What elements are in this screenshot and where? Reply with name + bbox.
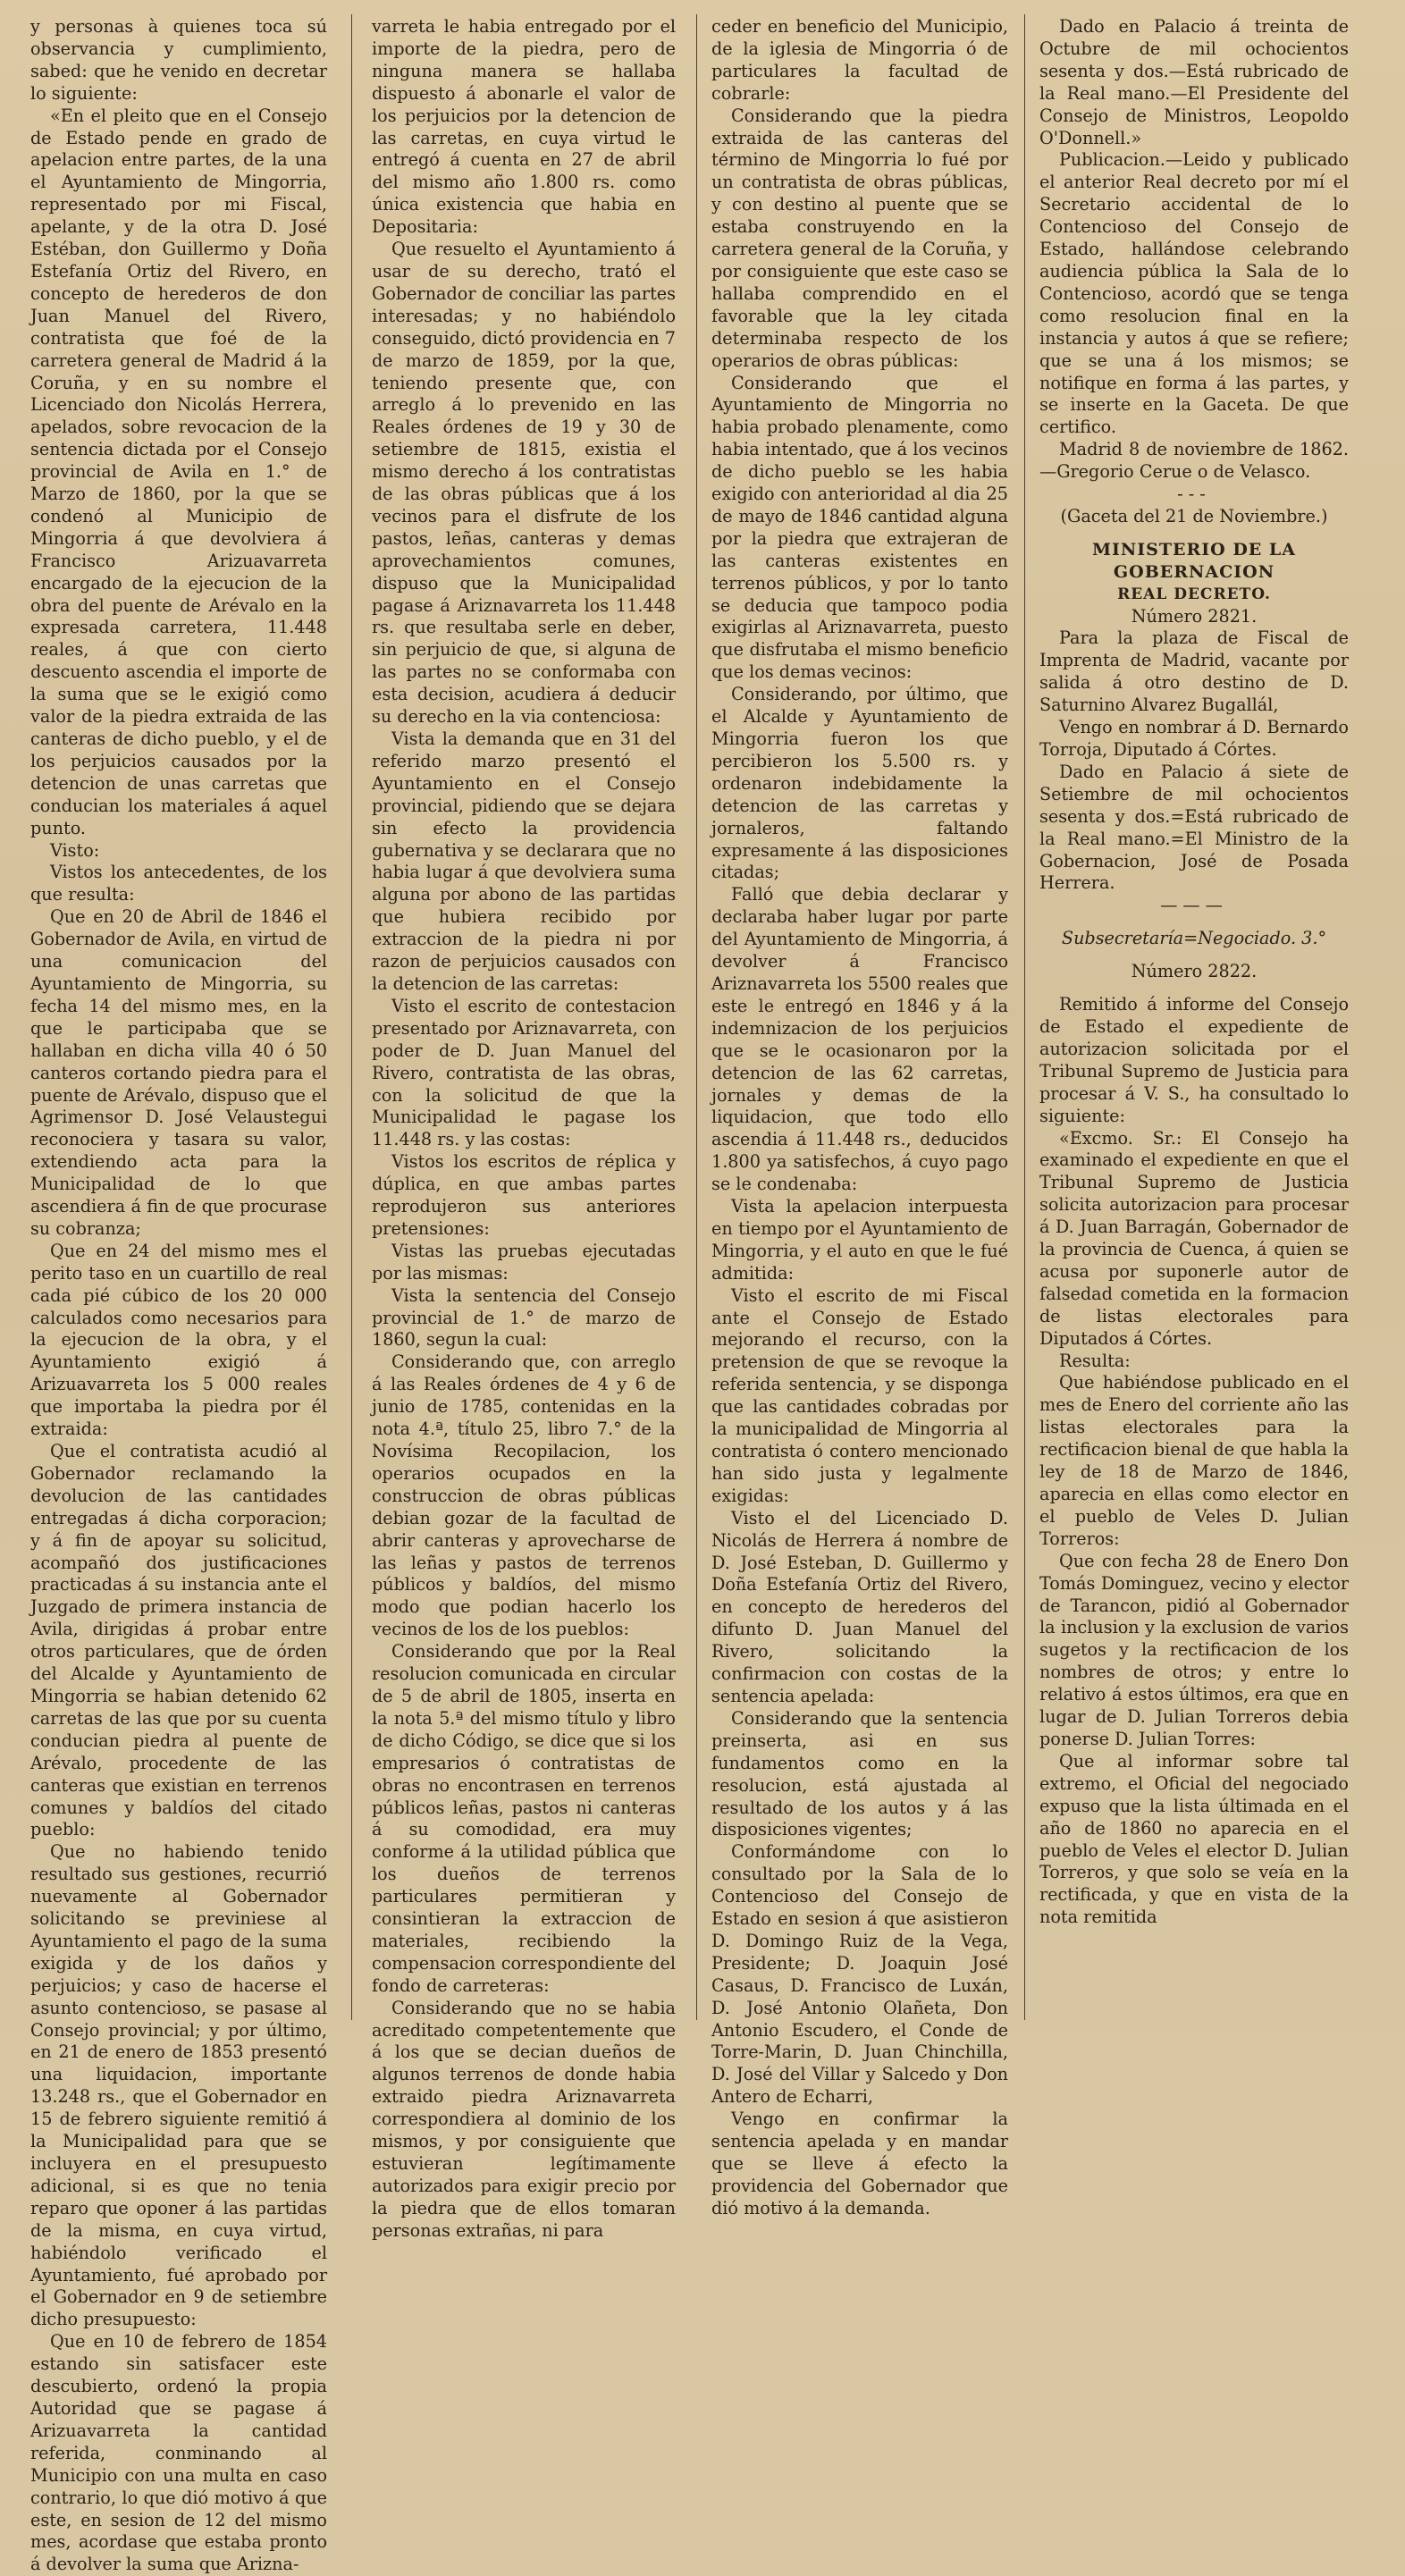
paragraph: Resulta:: [1059, 1350, 1131, 1371]
paragraph: Publicacion.—Leido y publicado el anterior Real decreto por mí el Secretario accidental de lo Contencioso del Consejo de Estado, hallándose celebrando audiencia pública la Sala de lo Contencioso, acordó que se tenga como resolucion final en la instancia y autos á que se refiere; que se una á los mismos; se notifique en forma á las partes, y se inserte en la Gaceta. De que certifico.: [1039, 149, 1349, 438]
separator: ———: [1160, 895, 1228, 916]
separator: ---: [1177, 484, 1211, 505]
paragraph: Visto el del Licenciado D. Nicolás de Herrera á nombre de D. José Esteban, D. Guillermo y Doña Estefanía Ortiz del Rivero, en concepto de herederos del difunto D. Juan Manuel del Rivero, solicitando la confirmacion con costas de la sentencia apelada:: [711, 1507, 1008, 1706]
paragraph: Que habiéndose publicado en el mes de Enero del corriente año las listas electorales para la rectificacion bienal de que habla la ley de 18 de Marzo de 1846, aparecia en ellas como elector en el pueblo de Veles D. Julian Torreros:: [1039, 1372, 1349, 1549]
paragraph: Madrid 8 de noviembre de 1862. —Gregorio Cerue o de Velasco.: [1039, 439, 1349, 483]
paragraph: Vistas las pruebas ejecutadas por las mismas:: [372, 1240, 676, 1284]
paragraph: Vista la apelacion interpuesta en tiempo por el Ayuntamiento de Mingorria, y el auto en que le fué admitida:: [711, 1196, 1008, 1284]
paragraph: Vistos los escritos de réplica y dúplica, en que ambas partes reprodujeron sus anteriores pretensiones:: [372, 1151, 676, 1239]
paragraph: Considerando, por último, que el Alcalde y Ayuntamiento de Mingorria fueron los que percibieron los 5.500 rs. y ordenaron indebidamente la detencion de las carretas y jornaleros, faltando expresamente á las disposiciones citadas;: [711, 684, 1008, 883]
paragraph: Visto el escrito de mi Fiscal ante el Consejo de Estado mejorando el recurso, con la pretension de que se revoque la referida sentencia, y se disponga que las cantidades cobradas por la municipalidad de Mingorria al contratista ó contero mencionado han sido justa y legalmente exigidas:: [711, 1284, 1008, 1506]
paragraph: varreta le habia entregado por el importe de la piedra, pero de ninguna manera se hallaba dispuesto á abonarle el valor de los perjuicios por la detencion de las carretas, en cuya virtud le entregó á cuenta en 27 de abril del mismo año 1.800 rs. como única existencia que habia en Depositaria:: [372, 16, 676, 238]
paragraph: ceder en beneficio del Municipio, de la iglesia de Mingorria ó de particulares la facultad de cobrarle:: [711, 16, 1008, 104]
paragraph: Considerando que el Ayuntamiento de Mingorria no habia probado plenamente, como habia intentado, que á los vecinos de dicho pueblo se les habia exigido con anterioridad al dia 25 de mayo de 1846 cantidad alguna por la piedra que extrajeran de las canteras existentes en terrenos públicos, y por lo tanto se deducia que tampoco podia exigirlas al Ariznavarreta, puesto que disfrutaba el mismo beneficio que los demas vecinos:: [711, 372, 1008, 683]
paragraph: «Excmo. Sr.: El Consejo ha examinado el expediente en que el Tribunal Supremo de Justicia solicita autorizacion para procesar á D. Juan Barragán, Gobernador de la provincia de Cuenca, á quien se acusa por suponerle autor de falsedad cometida en la formacion de listas electorales para Diputados á Córtes.: [1039, 1127, 1349, 1349]
paragraph: Considerando que la piedra extraida de las canteras del término de Mingorria lo fué por un contratista de obras públicas, y con destino al puente que se estaba construyendo en la carretera general de la Coruña, y por consiguiente que este caso se hallaba comprendido en el favorable que la ley citada determinaba respecto de los operarios de obras públicas:: [711, 105, 1008, 371]
paragraph: Vistos los antecedentes, de los que resulta:: [30, 862, 327, 905]
decree-number: Número 2822.: [1131, 961, 1258, 982]
paragraph: Vengo en confirmar la sentencia apelada y en mandar que se lleve á efecto la providencia del Gobernador que dió motivo á la demanda.: [711, 2109, 1008, 2218]
column-4: [1039, 16, 1349, 2018]
paragraph: Conformándome con lo consultado por la Sala de lo Contencioso del Consejo de Estado en sesion á que asistieron D. Domingo Ruiz de la Vega, Presidente; D. Joaquin José Casaus, D. Francisco de Luxán, D. José Antonio Olañeta, Don Antonio Escudero, el Conde de Torre-Marin, D. Juan Chinchilla, D. José del Villar y Salcedo y Don Antero de Echarri,: [711, 1841, 1008, 2108]
paragraph: Considerando que por la Real resolucion comunicada en circular de 5 de abril de 1805, inserta en la nota 5.ª del mismo título y libro de dicho Código, se dice que si los empresarios ó contratistas de obras no encontrasen en terrenos públicos leñas, pastos ni canteras á su comodidad, era muy conforme á la utilidad pública que los dueños de terrenos particulares permitieran y consintieran la extraccion de materiales, recibiendo la compensacion correspondiente del fondo de carreteras:: [372, 1641, 676, 1996]
paragraph: Dado en Palacio á siete de Setiembre de mil ochocientos sesenta y dos.=Está rubricado de la Real mano.=El Ministro de la Gobernacion, José de Posada Herrera.: [1039, 761, 1349, 894]
paragraph: Considerando que no se habia acreditado competentemente que á los que se decian dueños de algunos terrenos de donde habia extraido piedra Ariznavarreta correspondiera al dominio de los mismos, y por consiguiente que estuvieran legítimamente autorizados para exigir precio por la piedra que de ellos tomaran personas extrañas, ni para: [372, 1997, 676, 2241]
paragraph: Visto el escrito de contestacion presentado por Ariznavarreta, con poder de D. Juan Manuel del Rivero, contratista de las obras, con la solicitud de que la Municipalidad le pagase los 11.448 rs. y las costas:: [372, 995, 676, 1150]
paragraph: Falló que debia declarar y declaraba haber lugar por parte del Ayuntamiento de Mingorria, á devolver á Francisco Ariznavarreta los 5500 reales que este le entregó en 1846 y á la indemnizacion de los perjuicios que se le ocasionaron por la detencion de las 62 carretas, jornales y demas de la liquidacion, que todo ello ascendia á 11.448 rs., deducidos 1.800 ya satisfechos, á cuyo pago se le condenaba:: [711, 884, 1008, 1195]
column-rule: [696, 14, 697, 2020]
column-rule: [1024, 14, 1025, 2020]
paragraph: Dado en Palacio á treinta de Octubre de mil ochocientos sesenta y dos.—Está rubricado de la Real mano.—El Presidente del Consejo de Ministros, Leopoldo O'Donnell.»: [1039, 16, 1349, 148]
paragraph: Vista la demanda que en 31 del referido marzo presentó el Ayuntamiento en el Consejo provincial, pidiendo que se dejara sin efecto la providencia gubernativa y se declarara que no habia lugar á que devolviera suma alguna por abono de las partidas que hubiera recibido por extraccion de la piedra ni por razon de perjuicios causados con la detencion de las carretas:: [372, 728, 676, 994]
paragraph: Remitido á informe del Consejo de Estado el expediente de autorizacion solicitada por el Tribunal Supremo de Justicia para procesar á V. S., ha consultado lo siguiente:: [1039, 994, 1349, 1126]
subsecretaria-heading: Subsecretaría=Negociado. 3.°: [1061, 928, 1327, 949]
column-1: [30, 16, 327, 2575]
paragraph: Vengo en nombrar á D. Bernardo Torroja, Diputado á Córtes.: [1039, 717, 1349, 760]
paragraph: Vista la sentencia del Consejo provincial de 1.° de marzo de 1860, segun la cual:: [372, 1284, 676, 1351]
paragraph: Visto:: [50, 839, 100, 861]
paragraph: Que al informar sobre tal extremo, el Oficial del negociado expuso que la lista últimada en el año de 1860 no aparecia en el pueblo de Veles el elector D. Julian Torreros, y que solo se veía en la rectificada, y que en vista de la nota remitida: [1039, 1750, 1349, 1928]
decree-number: Número 2821.: [1131, 605, 1258, 627]
paragraph: «En el pleito que en el Consejo de Estado pende en grado de apelacion entre partes, de la una el Ayuntamiento de Mingorria, representado por mi Fiscal, apelante, y de la otra D. José Estéban, don Guillermo y Doña Estefanía Ortiz del Rivero, en concepto de herederos de don Juan Manuel del Rivero, contratista que foé de la carretera general de Madrid á la Coruña, y en su nombre el Licenciado don Nicolás Herrera, apelados, sobre revocacion de la sentencia dictada por el Consejo provincial de Avila en 1.° de Marzo de 1860, por la que se condenó al Municipio de Mingorria á que devolviera á Francisco Arizuavarreta encargado de la ejecucion de la obra del puente de Arévalo en la expresada carretera, 11.448 reales, á que con cierto descuento ascendia el importe de la suma que se le exigió como valor de la piedra extraida de las canteras de dicho pueblo, y el de los perjuicios causados por la detencion de unas carretas que conducian los materiales á aquel punto.: [30, 105, 327, 838]
paragraph: Para la plaza de Fiscal de Imprenta de Madrid, vacante por salida á otro destino de D. Saturnino Alvarez Bugallál,: [1039, 627, 1349, 716]
paragraph: Que con fecha 28 de Enero Don Tomás Dominguez, vecino y elector de Tarancon, pidió al Gobernador la inclusion y la exclusion de varios sugetos y la rectificacion de los nombres de otros; y entre lo relativo á estos últimos, era que en lugar de D. Julian Torreros debia ponerse D. Julian Torres:: [1039, 1550, 1349, 1749]
paragraph: Considerando que, con arreglo á las Reales órdenes de 4 y 6 de junio de 1785, contenidas en la nota 4.ª, título 25, libro 7.° de la Novísima Recopilacion, los operarios ocupados en la construccion de obras públicas debian gozar de la facultad de abrir canteras y aprovecharse de las leñas y pastos de terrenos públicos y baldíos, del mismo modo que podian hacerlo los vecinos de los de los pueblos:: [372, 1351, 676, 1640]
paragraph: Que resuelto el Ayuntamiento á usar de su derecho, trató el Gobernador de conciliar las partes interesadas; y no habiéndolo conseguido, dictó providencia en 7 de marzo de 1859, por la que, teniendo presente que, con arreglo á lo prevenido en las Reales órdenes de 19 y 30 de setiembre de 1815, existia el mismo derecho á los contratistas de las obras públicas que á los vecinos para el disfrute de los pastos, leñas, canteras y demas aprovechamientos comunes, dispuso que la Municipalidad pagase á Ariznavarreta los 11.448 rs. que resultaba serle en deber, sin perjuicio de que, si alguna de las partes no se conformaba con esta decision, acudiera á deducir su derecho en la via contenciosa:: [372, 239, 676, 728]
column-3: [711, 16, 1008, 2218]
paragraph: Que en 20 de Abril de 1846 el Gobernador de Avila, en virtud de una comunicacion del Ayuntamiento de Mingorria, su fecha 14 del mismo mes, en la que le participaba que se hallaban en dicha villa 40 ó 50 canteros cortando piedra para el puente de Arévalo, dispuso que el Agrimensor D. José Velaustegui reconociera y tasara su valor, extendiendo acta para la Municipalidad de lo que ascendiera á fin de que procurase su cobranza;: [30, 906, 327, 1239]
paragraph: Que no habiendo tenido resultado sus gestiones, recurrió nuevamente al Gobernador solicitando se previniese al Ayuntamiento el pago de la suma exigida y de los daños y perjuicios; y caso de hacerse el asunto contencioso, se pasase al Consejo provincial; y por último, en 21 de enero de 1853 presentó una liquidacion, importante 13.248 rs., que el Gobernador en 15 de febrero siguiente remitió á la Municipalidad para que se incluyera en el presupuesto adicional, si es que no tenia reparo que oponer á las partidas de la misma, en cuya virtud, habiéndolo verificado el Ayuntamiento, fué aprobado por el Gobernador en 9 de setiembre dicho presupuesto:: [30, 1841, 327, 2330]
column-rule: [351, 14, 352, 2020]
paragraph: Considerando que la sentencia preinserta, asi en sus fundamentos como en la resolucion, está ajustada al resultado de los autos y á las disposiciones vigentes;: [711, 1707, 1008, 1840]
paragraph: Que en 24 del mismo mes el perito taso en un cuartillo de real cada pié cúbico de los 20 000 calculados como necesarios para la ejecucion de la obra, y el Ayuntamiento exigió á Arizuavarreta los 5 000 reales que importaba la piedra por él extraida:: [30, 1240, 327, 1440]
paragraph: Que el contratista acudió al Gobernador reclamando la devolucion de las cantidades entregadas á dicha corporacion; y á fin de apoyar su solicitud, acompañó dos justificaciones practicadas á su instancia ante el Juzgado de primera instancia de Avila, dirigidas á probar entre otros particulares, que de órden del Alcalde y Ayuntamiento de Mingorria se habian detenido 62 carretas de las que por su cuenta conducian piedra al puente de Arévalo, procedente de las canteras que existian en terrenos comunes y baldíos del citado pueblo:: [30, 1441, 327, 1840]
paragraph: y personas à quienes toca sú observancia y cumplimiento, sabed: que he venido en decretar lo siguiente:: [30, 16, 327, 104]
column-2: [372, 16, 676, 2241]
decree-heading: REAL DECRETO.: [1117, 585, 1271, 603]
paragraph: Que en 10 de febrero de 1854 estando sin satisfacer este descubierto, ordenó la propia Autoridad que se pagase á Arizuavarreta la cantidad referida, conminando al Municipio con una multa en caso contrario, lo que dió motivo á que este, en sesion de 12 del mismo mes, acordase que estaba pronto á devolver la suma que Arizna-: [30, 2331, 327, 2575]
gazette-date: (Gaceta del 21 de Noviembre.): [1060, 505, 1328, 526]
ministry-heading: MINISTERIO DE LA GOBERNACION: [1091, 539, 1297, 582]
